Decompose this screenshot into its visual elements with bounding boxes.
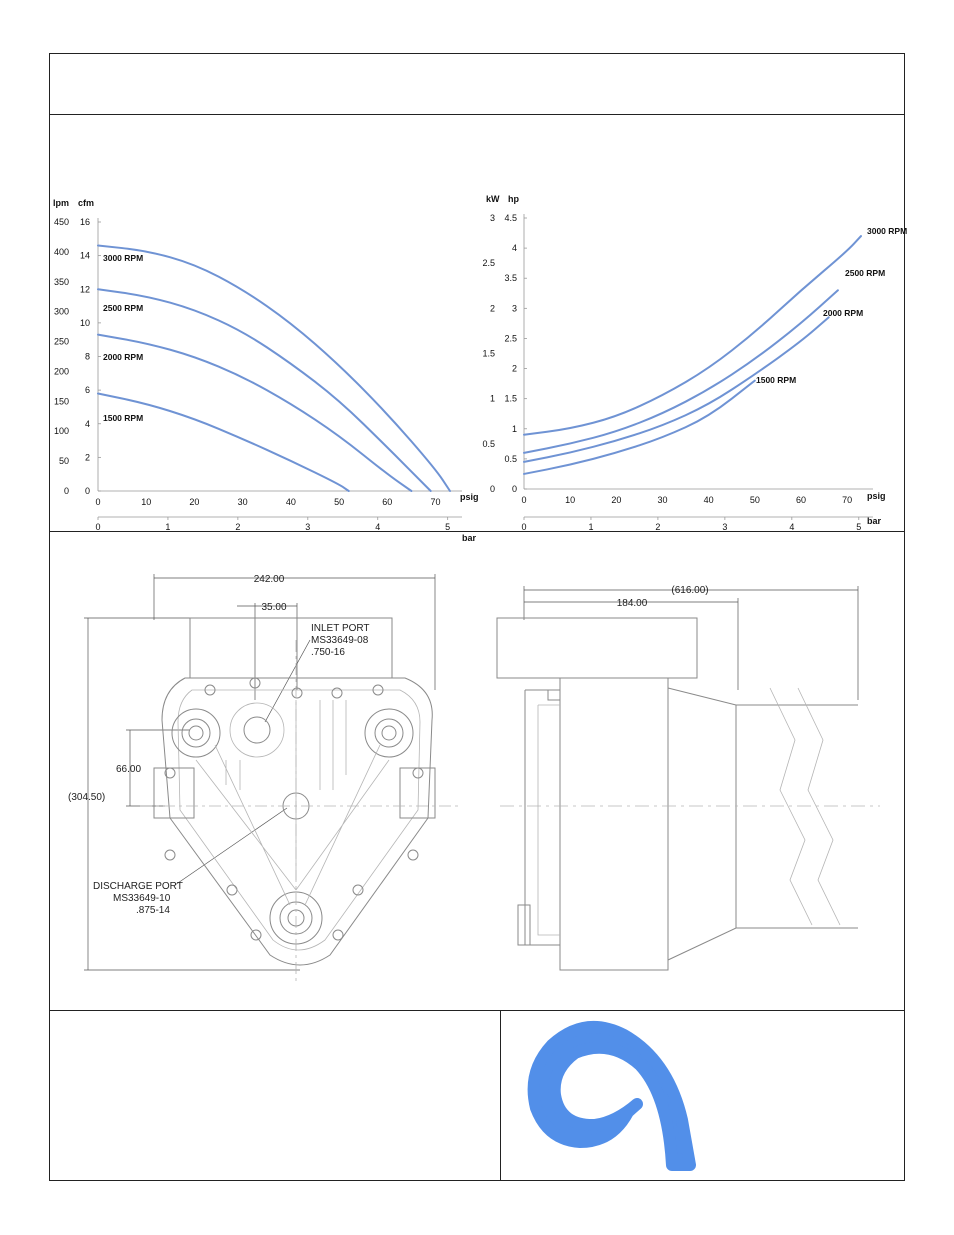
outer-y-tick-label: 0.5 — [482, 438, 495, 449]
outer-y-tick-label: 1 — [489, 393, 495, 404]
psig-tick-label: 30 — [237, 497, 248, 507]
bar-tick-label: 0 — [521, 522, 527, 532]
bar-tick-label: 2 — [235, 522, 241, 532]
inlet-label-1: INLET PORT — [311, 623, 370, 634]
psig-tick-label: 20 — [611, 495, 622, 505]
psig-tick-label: 10 — [141, 497, 152, 507]
bar-tick-label: 4 — [789, 522, 795, 532]
series-label: 1500 RPM — [756, 375, 797, 385]
inner-y-tick-label: 16 — [79, 217, 90, 227]
outer-y-tick-label: 1.5 — [482, 348, 495, 359]
inner-y-tick-label: 3.5 — [504, 273, 517, 284]
psig-tick-label: 70 — [842, 495, 853, 505]
title-divider — [49, 114, 905, 115]
bar-tick-label: 1 — [165, 522, 171, 532]
psig-tick-label: 50 — [334, 497, 345, 507]
outer-y-tick-label: 400 — [53, 246, 69, 257]
outer-y-tick-label: 50 — [58, 456, 69, 467]
inlet-offset-dimension: 35.00 — [261, 602, 287, 613]
series-label: 2500 RPM — [103, 303, 144, 313]
inner-y-tick-label: 10 — [79, 317, 90, 328]
psig-tick-label: 10 — [565, 495, 576, 505]
discharge-label-3: .875-14 — [136, 905, 170, 916]
outer-y-tick-label: 200 — [53, 366, 69, 377]
height-dimension: (304.50) — [68, 792, 106, 803]
psig-tick-label: 30 — [657, 495, 668, 505]
psig-tick-label: 60 — [795, 495, 806, 505]
outer-y-tick-label: 0 — [63, 486, 69, 496]
inlet-label-3: .750-16 — [311, 647, 345, 658]
width-dimension: 242.00 — [253, 574, 285, 585]
psig-tick-label: 20 — [189, 497, 200, 507]
bar-unit-label: bar — [462, 533, 477, 543]
outer-y-tick-label: 450 — [53, 217, 69, 227]
inner-y-tick-label: 2.5 — [504, 333, 517, 344]
kw-unit-label: kW — [486, 194, 500, 204]
series-label: 3000 RPM — [103, 253, 144, 263]
hp-unit-label: hp — [508, 194, 519, 204]
drawing-divider — [49, 1010, 905, 1011]
inner-y-tick-label: 0 — [511, 484, 517, 494]
inner-y-tick-label: 1 — [511, 423, 517, 434]
inner-y-tick-label: 0 — [84, 486, 90, 496]
psig-unit-label: psig — [460, 492, 479, 502]
inner-y-tick-label: 12 — [79, 284, 90, 295]
inner-y-tick-label: 0.5 — [504, 453, 517, 464]
charts-divider — [49, 531, 905, 532]
inner-y-tick-label: 2 — [84, 452, 90, 463]
outer-y-tick-label: 250 — [53, 336, 69, 347]
bar-tick-label: 3 — [305, 522, 311, 532]
psig-tick-label: 60 — [382, 497, 393, 507]
outer-y-tick-label: 3 — [489, 213, 495, 223]
outer-y-tick-label: 2 — [489, 303, 495, 314]
inlet-label-2: MS33649-08 — [311, 635, 369, 646]
bar-tick-label: 4 — [375, 522, 381, 532]
inner-y-tick-label: 2 — [511, 363, 517, 374]
outer-y-tick-label: 2.5 — [482, 258, 495, 269]
outer-y-tick-label: 0 — [489, 484, 495, 494]
overall-length-dimension: (616.00) — [671, 585, 709, 596]
psig-tick-label: 0 — [95, 497, 101, 507]
series-label: 2500 RPM — [845, 268, 886, 278]
bar-unit-label-2: bar — [867, 516, 882, 526]
inner-y-tick-label: 14 — [79, 250, 90, 261]
outer-y-tick-label: 100 — [53, 426, 69, 437]
inner-y-tick-label: 8 — [84, 351, 90, 362]
psig-tick-label: 0 — [521, 495, 527, 505]
psig-unit-label-2: psig — [867, 491, 886, 501]
cfm-unit-label: cfm — [78, 198, 95, 208]
side-dimension: 66.00 — [116, 764, 142, 775]
inner-y-tick-label: 4 — [511, 243, 517, 254]
series-label: 2000 RPM — [823, 308, 864, 318]
inner-y-tick-label: 6 — [84, 385, 90, 396]
bar-tick-label: 5 — [445, 522, 451, 532]
bar-tick-label: 2 — [655, 522, 661, 532]
inner-y-tick-label: 4 — [84, 418, 90, 429]
lpm-unit-label: lpm — [53, 198, 70, 208]
outer-y-tick-label: 300 — [53, 306, 69, 317]
bar-tick-label: 0 — [95, 522, 101, 532]
psig-tick-label: 50 — [749, 495, 760, 505]
discharge-label-2: MS33649-10 — [113, 893, 171, 904]
inner-y-tick-label: 1.5 — [504, 393, 517, 404]
inner-y-tick-label: 4.5 — [504, 213, 517, 223]
psig-tick-label: 40 — [285, 497, 296, 507]
footer-divider — [500, 1010, 501, 1181]
bar-tick-label: 3 — [722, 522, 728, 532]
series-label: 3000 RPM — [867, 226, 908, 236]
outer-y-tick-label: 350 — [53, 276, 69, 287]
series-label: 2000 RPM — [103, 352, 144, 362]
page-frame — [49, 53, 908, 1181]
psig-tick-label: 70 — [430, 497, 441, 507]
bar-tick-label: 1 — [588, 522, 594, 532]
outer-y-tick-label: 150 — [53, 396, 69, 407]
body-length-dimension: 184.00 — [616, 598, 648, 609]
psig-tick-label: 40 — [703, 495, 714, 505]
series-label: 1500 RPM — [103, 413, 144, 423]
inner-y-tick-label: 3 — [511, 303, 517, 314]
bar-tick-label: 5 — [856, 522, 862, 532]
discharge-label-1: DISCHARGE PORT — [93, 881, 183, 892]
